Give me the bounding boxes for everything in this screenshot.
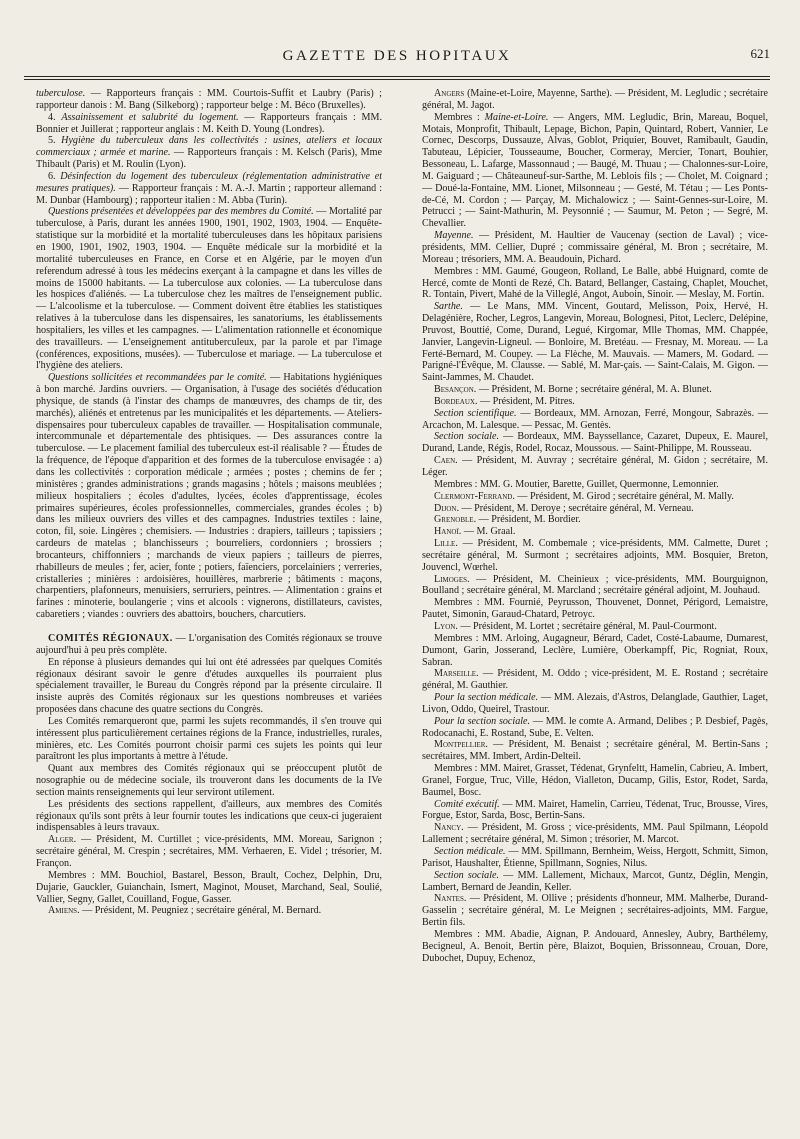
committee-entry: Caen. — Président, M. Auvray ; secrétaire général, M. Gidon ; secrétaire, M. Léger. [422,455,768,478]
paragraph: Membres : Maine-et-Loire. — Angers, MM. Legludic, Brin, Mareau, Boquel, Motais, Monprofit, Thibault, Lepage, Bichon, Papin, Quintard, Robert, Vannier, Le Cornec, Descorps, Dussauze, Alvas, Goblot, Priquier, Bouvet, Ramibault, Gaudin, Tabuteau, Lépicier, Tousseaume, Boucher, Cormeray, Mercier, Tonart, Bouhier, Bessoneau, L. Lafarge, Massonnaud ; — Baugé, M. Thuau ; — Chalonnes-sur-Loire, M. Gaiguard ; — Châteauneuf-sur-Sarthe, M. Leblois fils ; — Cholet, M. Coignard ; — Doué-la-Fontaine, MM. Lionet, Milsonneau ; — Gesté, M. Tétau ; — Les Ponts-de-Cé, M. Cordon ; — Parçay, M. Michalowicz ; — Saint-Gennes-sur-Loire, M. Petrucci ; — Saint-Mathurin, M. Peysonnié ; — Saumur, M. Peton ; — Segré, M. Chevallier. [422,111,768,230]
paragraph: Membres : MM. Mairet, Grasset, Tédenat, Grynfeltt, Hamelin, Cabrieu, A. Imbert, Granel, Forgue, Truc, Ville, Hédon, Vialleton, Ducamp, Gilis, Estor, Rodet, Sarda, Baumel, Bosc. [422,763,768,798]
paragraph: Section médicale. — MM. Spillmann, Bernheim, Weiss, Hergott, Schmitt, Simon, Parisot, Haushalter, Étienne, Spillmann, Sognies, Nilus. [422,846,768,869]
paragraph: Pour la section sociale. — MM. le comte A. Armand, Delibes ; P. Desbief, Pagès, Rodocanachi, E. Rostand, Sube, E. Velten. [422,715,768,739]
city-name: Alger. [48,834,77,846]
city-name: Lyon. [434,620,458,632]
city-name: Montpellier. [434,739,488,751]
section-heading: COMITÉS RÉGIONAUX. [48,632,173,644]
paragraph: Section sociale. — MM. Lallement, Michaux, Marcot, Guntz, Déglin, Mengin, Lambert, Bernard de Jeandin, Keller. [422,869,768,893]
city-name: Limoges. [434,573,470,585]
paragraph: tuberculose. — Rapporteurs français : MM. Courtois-Suffit et Laubry (Paris) ; rapporteur danois : M. Bang (Silkeborg) ; rapporteur belge : M. Béco (Bruxelles). [36,88,382,111]
page-header [24,40,770,72]
paragraph: Membres : MM. Abadie, Aignan, P. Andouard, Annesley, Aubry, Barthélemy, Becigneul, A. Benoit, Bertin père, Blaizot, Boquien, Brissonneau, Crouan, Dore, Dubochet, Dupuy, Echenoz, [422,928,768,964]
header-rule-top [24,76,770,77]
paragraph: Sarthe. — Le Mans, MM. Vincent, Goutard, Melisson, Poix, Hervé, H. Delagénière, Rocher, Legros, Langevin, Moreau, Bolognesi, Pitot, Leclerc, Delépine, Pruvost, Bouttié, Come, Durand, Legué, Kirgomar, Mlle Thomas, MM. Chappée, Janvier, Langevin-Ligneul. — Bonloire, M. Bretéau. — Fresnay, M. Moreau. — La Ferté-Bernard, M. Coupey. — La Flèche, M. Mauvais. — Mamers, M. Godard. — Parigné-l'Évêque, M. Clausse. — Sablé, M. Mar-çais. — Saint-Calais, M. Gigon. — Saint-Jammes, M. Chaudet. [422,301,768,384]
committee-entry: Amiens. — Président, M. Peugniez ; secrétaire général, M. Bernard. [48,905,322,917]
committee-entry: Lyon. — Président, M. Lortet ; secrétaire général, M. Paul-Courmont. [434,620,717,632]
committee-entry: Nantes. — Président, M. Ollive ; présidents d'honneur, MM. Malherbe, Durand-Gasselin ; secrétaire général, M. Le Meignen ; secrétaires-adjoints, MM. Fargue, Bertin fils. [422,893,768,929]
paragraph: 6. Désinfection du logement des tuberculeux (réglementation administrative et mesures pratiques). — Rapporteur français : M. A.-J. Martin ; rapporteur allemand : M. Dunbar (Hambourg) ; rapporteur italien : M. Abba (Turin). [36,170,382,206]
committee-entry: Marseille. — Président, M. Oddo ; vice-président, M. E. Rostand ; secrétaire général, M. Gauthier. [422,668,768,692]
paragraph: Les présidents des sections rappellent, d'ailleurs, aux membres des Comités régionaux qu'ils sont prêts à leur fournir toutes les indications que ceux-ci jugeraient indispensables à leurs travaux. [36,798,382,834]
paragraph: Membres : MM. Gaumé, Gougeon, Rolland, Le Balle, abbé Huignard, comte de Hercé, comte de Monti de Rezé, Ch. Batard, Bellanger, Castaing, Chaplet, Mouchet, R. Tontain, Pivert, Mahé de la Villeglé, Angot, Auboin, Sinoir. — Meslay, M. Fortin. [422,265,768,301]
committee-entry: Nancy. — Président, M. Gross ; vice-présidents, MM. Paul Spilmann, Léopold Lallement ; secrétaire général, M. Simon ; trésorier, M. Marcot. [422,822,768,846]
paragraph: Section sociale. — Bordeaux, MM. Bayssellance, Cazaret, Dupeux, E. Maurel, Durand, Lande, Régis, Rodel, Rocaz, Moussous. — Saint-Philippe, M. Rousseau. [422,431,768,455]
paragraph: 5. Hygiène du tuberculeux dans les collectivités : usines, ateliers et locaux commerciaux ; armée et marine. — Rapporteurs français : M. Kelsch (Paris), Mme Thibault (Paris) et M. Roulin (Lyon). [36,135,382,171]
city-name: Besançon. [434,384,477,396]
committee-entry: Alger. — Président, M. Curtillet ; vice-présidents, MM. Moreau, Sarignon ; secrétaire général, M. Crespin ; secrétaires, MM. Verhaeren, E. Videl ; trésorier, M. Françon. [36,834,382,869]
committee-entry: Limoges. — Président, M. Cheinieux ; vice-présidents, MM. Bourguignon, Boulland ; secrétaire général, M. Marcland ; secrétaire général adjoint, M. Jouhaud. [422,573,768,597]
paragraph: Pour la section médicale. — MM. Alezais, d'Astros, Delanglade, Gauthier, Laget, Livon, Oddo, Queirel, Trastour. [422,692,768,715]
paragraph: En réponse à plusieurs demandes qui lui ont été adressées par quelques Comités régionaux désirant savoir le genre d'études auxquelles ils pourraient plus spécialement travailler, le Bureau du Congrès répond par la présente circulaire. Il insiste auprès des Comités régionaux sur les questions nombreuses et variées proposées dans chacune des quatre sections du Congrès. [36,656,382,716]
header-rule-bottom [24,79,770,80]
city-name: Marseille. [434,668,479,680]
paragraph: Quant aux membres des Comités régionaux qui se préoccupent plutôt de nosographie ou de médecine sociale, ils trouveront dans les documents de la IVe section maints renseignements qui leur serviront utilement. [36,763,382,798]
section-intro: COMITÉS RÉGIONAUX. — L'organisation des Comités régionaux se trouve aujourd'hui à peu près complète. [36,632,382,656]
paragraph: Mayenne. — Président, M. Haultier de Vaucenay (section de Laval) ; vice-présidents, MM. Cellier, Dupré ; commissaire général, M. Bron ; secrétaire, M. Moreau ; trésoriers, MM. A. Beaudouin, Pichard. [422,230,768,265]
page-number: 621 [750,46,770,61]
committee-entry: Dijon. — Président, M. Deroye ; secrétaire général, M. Verneau. [434,502,694,514]
left-column [36,88,382,1128]
journal-title: GAZETTE DES HOPITAUX [282,48,512,64]
city-name: Lille. [434,538,458,550]
city-name: Nancy. [434,822,464,834]
paragraph: Membres : MM. Arloing, Augagneur, Bérard, Cadet, Costé-Labaume, Dumarest, Dumont, Garin, Josserand, Leclère, Lumière, Oberkampff, Pic, Rogniat, Roux, Sabran. [422,632,768,668]
committee-entry: Lille. — Président, M. Combemale ; vice-présidents, MM. Calmette, Duret ; secrétaire général, M. Surmont ; secrétaires adjoints, MM. Bosquier, Breton, Jouvencl, Wœrhel. [422,538,768,573]
city-name: Angers [434,88,465,99]
paragraph: Comité exécutif. — MM. Mairet, Hamelin, Carrieu, Tédenat, Truc, Brousse, Vires, Forgue, Estor, Sarda, Bosc, Bertin-Sans. [422,798,768,822]
committee-entry: Angers (Maine-et-Loire, Mayenne, Sarthe). — Président, M. Legludic ; secrétaire général, M. Jagot. [422,88,768,111]
committee-entry: Besançon. — Président, M. Borne ; secrétaire général, M. A. Blunet. [434,384,712,396]
paragraph: Questions présentées et développées par des membres du Comité. — Mortalité par tuberculose, à Paris, durant les années 1900, 1901, 1902, 1903, 1904. — Enquête-statistique sur la morbidité et la mortalité tuberculeuses dans les hôpitaux parisiens en 1900, 1901, 1902, 1903, 1904. — Enquête médicale sur la morbidité et la mortalité tuberculeuses en France, en Corse et en Algérie, par le moyen d'un referendum adressé à tous les médecins exerçant à la campagne et dans les villes de moins de 15000 habitants. — La tuberculose aux colonies. — La tuberculose dans les hospices d'aliénés. — La tuberculose chez les maîtres de l'enseignement public. — L'alcoolisme et la tuberculose. — Comment doivent être établies les statistiques relatives à la tuberculose dans les dispensaires, les sanatoriums, les établissements hospitaliers, les villes et les campagnes. — L'alimentation rationnelle et économique des travailleurs. — L'enseignement antituberculeux, par la parole et par l'image (conférences, expositions, musées). — Tuberculose et mariage. — La tuberculose et l'hygiène des ateliers. [36,206,382,372]
paragraph: Les Comités remarqueront que, parmi les sujets recommandés, il s'en trouve qui intéressent plus particulièrement certaines régions de la France, industrielles, rurales, minières, etc. Les Comités pourront choisir parmi ces sujets les points qui leur paraîtront les plus importants à mettre à l'étude. [36,715,382,763]
city-name: Caen. [434,455,458,467]
city-name: Hanoï. [434,526,462,538]
paragraph: Membres : MM. Bouchiol, Bastarel, Besson, Brault, Cochez, Delphin, Dru, Dujarie, Gauckler, Guianchain, Ismert, Maginot, Mouset, Marchand, Seal, Soulié, Vallier, Segny, Gallet, Couilland, Fogue, Gasser. [36,869,382,905]
committee-entry: Bordeaux. — Président, M. Pitres. [434,395,575,407]
city-name: Grenoble. [434,514,477,526]
city-name: Bordeaux. [434,395,478,407]
city-name: Nantes. [434,893,467,905]
committee-entry: Montpellier. — Président, M. Benaist ; secrétaire général, M. Bertin-Sans ; secrétaires, MM. Imbert, Ardin-Delteil. [422,739,768,763]
paragraph: Membres : MM. Fournié, Peyrusson, Thouvenet, Donnet, Périgord, Lemaistre, Pautet, Simonin, Garaud-Chatard, Petroyc. [422,597,768,621]
city-name: Dijon. [434,502,459,514]
committee-entry: Clermont-Ferrand. — Président, M. Girod ; secrétaire général, M. Mally. [434,490,734,502]
paragraph: Membres : MM. G. Moutier, Barette, Guillet, Quermonne, Lemonnier. [434,478,719,490]
city-name: Clermont-Ferrand. [434,490,515,502]
paragraph: 4. Assainissement et salubrité du logement. — Rapporteurs français : MM. Bonnier et Juillerat ; rapporteur anglais : M. Keith D. Young (Londres). [36,111,382,135]
right-column [422,88,768,1128]
city-name: Amiens. [48,905,80,917]
paragraph: Section scientifique. — Bordeaux, MM. Arnozan, Ferré, Mongour, Sabrazès. — Arcachon, M. Lalesque. — Pessac, M. Gentès. [422,407,768,431]
committee-entry: Hanoï. — M. Graal. [434,526,516,538]
paragraph: Questions sollicitées et recommandées par le comité. — Habitations hygiéniques à bon marché. Jardins ouvriers. — Organisation, à l'usage des sociétés d'éducation physique, de stands (à l'instar des champs de manœuvres, des champs de tir, des marchés), aliénés et entretenus par les municipalités et les départements. — Ateliers-dispensaires pour tuberculeux capables de travailler. — Hospitalisation communale, intercommunale et départementale des phtisiques. — Des assurances contre la tuberculose. — Le placement familial des tuberculeux est-il réalisable ? — Études de la fréquence, de l'époque d'apparition et des formes de la tuberculose envisagée : a) dans les collectivités : corporation médicale ; armées ; postes ; chemins de fer ; ministères ; grandes administrations ; grands magasins ; hôtels ; maisons meublées ; milieux hospitaliers ; écoles d'adultes, lycées, écoles d'apprentissage, écoles primaires supérieures, écoles professionnelles, commerciales, grandes écoles ; b) dans les milieux ouvriers des villes et des campagnes. Industries textiles : laine, coton, fil, soie. Lingères ; chemisiers. — Industries : drapiers, tailleurs ; tapissiers ; cardeurs de matelas ; blanchisseurs ; bourreliers, cordonniers ; brossiers ; brocanteurs, chiffonniers ; marchands de vieux papiers ; tailleurs de pierres, rhabilleurs de meules ; fer, acier, fonte ; potiers, faïenciers, porcelainiers ; verreries, cristalleries ; minières : ardoisières, houillères, marbrerie ; bâtiments : maçons, charpentiers, plafonneurs, menuisiers, serruriers, peintres. — Alimentation : grains et farines : minoterie, boulangerie ; vins et alcools : vignerons, distillateurs, cavistes, cabaretiers ; viandes : ouvriers des abattoirs, bouchers, charcutiers. [36,372,382,621]
committee-entry: Grenoble. — Président, M. Bordier. [434,514,581,526]
